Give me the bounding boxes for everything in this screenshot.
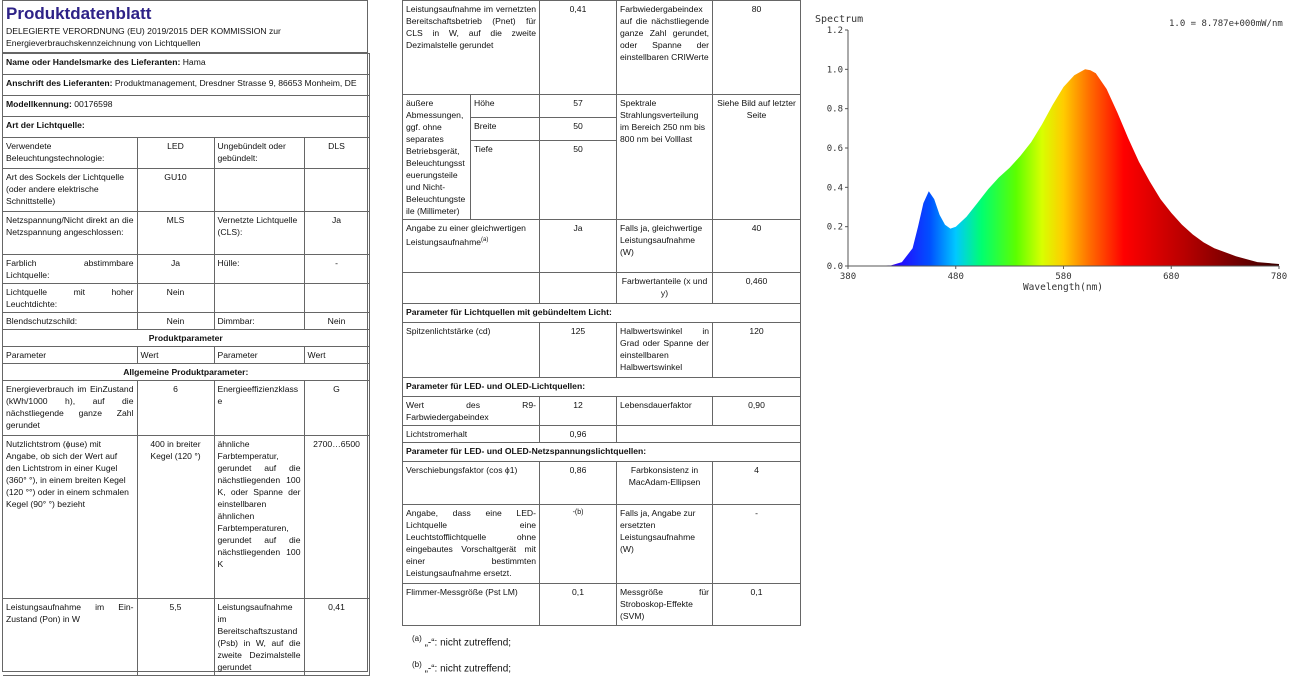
table-row bbox=[403, 397, 801, 426]
cls-label: Vernetzte Lichtquelle (CLS): bbox=[214, 212, 304, 255]
footnote-b bbox=[402, 658, 800, 676]
energy-label: Energieverbrauch im EinZustand (kWh/1000 h), auf die nächstliegende ganze Zahl gerundet bbox=[3, 381, 137, 436]
peak-intensity-value: 125 bbox=[540, 323, 617, 378]
y-tick-label: 1.0 bbox=[826, 65, 843, 76]
chromaticity-value: 0,460 bbox=[713, 273, 801, 304]
table-row bbox=[3, 255, 369, 284]
y-tick-label: 0.0 bbox=[826, 262, 843, 272]
tunable-label: Farblich abstimmbare Lichtquelle: bbox=[3, 255, 137, 284]
stroboscopic-label: Messgröße für Stroboskop-Effekte (SVM) bbox=[617, 584, 713, 626]
envelope-label: Hülle: bbox=[214, 255, 304, 284]
equivalent-watt-label: Falls ja, gleichwertige Leistungsaufnahme (W) bbox=[617, 220, 713, 273]
bundled-value: DLS bbox=[304, 138, 369, 169]
survival-factor-label: Lebensdauerfaktor bbox=[617, 397, 713, 426]
directional-params-heading: Parameter für Lichtquellen mit gebündeltem Licht: bbox=[403, 304, 801, 323]
equivalent-power-label: Angabe zu einer gleichwertigen Leistungsaufnahme bbox=[406, 223, 526, 247]
power-factor-value: 0,86 bbox=[540, 462, 617, 505]
table-row bbox=[3, 330, 369, 347]
bundled-label: Ungebündelt oder gebündelt: bbox=[214, 138, 304, 169]
table-row bbox=[403, 220, 801, 273]
flux-value: 400 in breiter Kegel (120 °) bbox=[137, 436, 214, 599]
stroboscopic-value: 0,1 bbox=[713, 584, 801, 626]
datasheet-middle-panel bbox=[402, 0, 800, 677]
middle-params-table bbox=[402, 0, 801, 626]
mains-led-params-heading: Parameter für LED- und OLED-Netzspannungslichtquellen: bbox=[403, 443, 801, 462]
standby-power-value: 0,41 bbox=[304, 599, 369, 676]
cct-label: ähnliche Farbtemperatur, gerundet auf die nächstliegenden 100 K, oder Spanne der einstellbaren ähnlichen Farbtemperaturen, gerundet auf die nächstliegenden 100 K bbox=[214, 436, 304, 599]
glare-value: Nein bbox=[137, 313, 214, 330]
chart-scale-note: 1.0 = 8.787e+000mW/nm bbox=[1169, 19, 1283, 29]
chart-title: Spectrum bbox=[815, 14, 864, 25]
col-param-header: Parameter bbox=[3, 347, 137, 364]
datasheet-header bbox=[3, 1, 367, 53]
lumen-maintenance-value: 0,96 bbox=[540, 426, 617, 443]
depth-label: Tiefe bbox=[471, 141, 540, 220]
table-row bbox=[3, 313, 369, 330]
r9-label: Wert des R9-Farbwiedergabeindex bbox=[403, 397, 540, 426]
tunable-value: Ja bbox=[137, 255, 214, 284]
equivalent-power-value: Ja bbox=[540, 220, 617, 273]
high-luminance-value: Nein bbox=[137, 284, 214, 313]
cct-value: 2700…6500 bbox=[304, 436, 369, 599]
survival-factor-value: 0,90 bbox=[713, 397, 801, 426]
energy-class-value: G bbox=[304, 381, 369, 436]
regulation-subtitle: DELEGIERTE VERORDNUNG (EU) 2019/2015 DER KOMMISSION zur Energieverbrauchskennzeichnung von Lichtquellen bbox=[6, 26, 281, 48]
mains-value: MLS bbox=[137, 212, 214, 255]
model-value: 00176598 bbox=[74, 99, 113, 109]
general-params-heading: Allgemeine Produktparameter: bbox=[3, 364, 369, 381]
flux-label: Nutzlichtstrom (ϕuse) mit Angabe, ob sich der Wert auf den Lichtstrom in einer Kugel (360° °), in einem breiten Kegel (120 °°) oder in einem schmalen Kegel (90° °) bezieht bbox=[3, 436, 137, 599]
on-power-value: 5,5 bbox=[137, 599, 214, 676]
y-tick-label: 0.2 bbox=[826, 222, 843, 233]
height-value: 57 bbox=[540, 95, 617, 118]
spectrum-area bbox=[848, 69, 1279, 266]
table-row bbox=[403, 443, 801, 462]
table-row bbox=[3, 138, 369, 169]
power-factor-label: Verschiebungsfaktor (cos ϕ1) bbox=[403, 462, 540, 505]
x-tick-label: 480 bbox=[947, 272, 964, 282]
x-tick-label: 380 bbox=[839, 272, 857, 282]
lumen-maintenance-label: Lichtstromerhalt bbox=[403, 426, 540, 443]
glare-label: Blendschutzschild: bbox=[3, 313, 137, 330]
table-row bbox=[3, 347, 369, 364]
spectral-distribution-label: Spektrale Strahlungsverteilung im Bereich 250 nm bis 800 nm bei Volllast bbox=[617, 95, 713, 220]
x-axis-ticks bbox=[840, 266, 1287, 282]
height-label: Höhe bbox=[471, 95, 540, 118]
dimmable-label: Dimmbar: bbox=[214, 313, 304, 330]
table-row bbox=[3, 54, 369, 75]
flicker-value: 0,1 bbox=[540, 584, 617, 626]
table-row bbox=[403, 1, 801, 95]
table-row bbox=[403, 426, 801, 443]
table-row bbox=[3, 436, 369, 599]
tech-label: Verwendete Beleuchtungstechnologie: bbox=[3, 138, 137, 169]
table-row bbox=[3, 381, 369, 436]
page-title: Produktdatenblatt bbox=[6, 4, 152, 23]
beam-angle-label: Halbwertswinkel in Grad oder Spanne der einstellbaren Halbwertswinkel bbox=[617, 323, 713, 378]
left-params-table bbox=[3, 53, 370, 676]
cri-label: Farbwiedergabeindex auf die nächstliegende ganze Zahl gerundet, oder Spanne der einstellbaren CRIWerte bbox=[617, 1, 713, 95]
spectrum-chart-panel bbox=[813, 0, 1310, 298]
footnote-a-marker: (a) bbox=[481, 237, 489, 243]
mains-label: Netzspannung/Nicht direkt an die Netzspannung angeschlossen: bbox=[3, 212, 137, 255]
supplier-value: Hama bbox=[182, 57, 206, 67]
chromaticity-label: Farbwertanteile (x und y) bbox=[617, 273, 713, 304]
replacement-watt-value: - bbox=[713, 505, 801, 584]
address-label: Anschrift des Lieferanten: bbox=[6, 78, 113, 88]
y-tick-label: 0.4 bbox=[826, 183, 843, 194]
dimmable-value: Nein bbox=[304, 313, 369, 330]
col-value-header: Wert bbox=[304, 347, 369, 364]
y-tick-label: 0.6 bbox=[826, 144, 843, 154]
table-row bbox=[3, 96, 369, 117]
table-row bbox=[403, 304, 801, 323]
footnote-a-text: „-“: nicht zutreffend; bbox=[424, 637, 512, 649]
network-standby-value: 0,41 bbox=[540, 1, 617, 95]
network-standby-label: Leistungsaufnahme im vernetzten Bereitschaftsbetrieb (Pnet) für CLS in W, auf die zweite Dezimalstelle gerundet bbox=[403, 1, 540, 95]
replacement-value: -(b) bbox=[540, 505, 617, 584]
macadam-value: 4 bbox=[713, 462, 801, 505]
dimensions-label: äußere Abmessungen, ggf. ohne separates Betriebsgerät, Beleuchtungssteuerungsteile und Nicht-Beleuchtungsteile (Millimeter) bbox=[403, 95, 471, 220]
envelope-value: - bbox=[304, 255, 369, 284]
table-row bbox=[403, 462, 801, 505]
table-row bbox=[3, 169, 369, 212]
led-params-heading: Parameter für LED- und OLED-Lichtquellen: bbox=[403, 378, 801, 397]
table-row bbox=[403, 95, 801, 118]
socket-label: Art des Sockels der Lichtquelle (oder andere elektrische Schnittstelle) bbox=[3, 169, 137, 212]
equivalent-watt-value: 40 bbox=[713, 220, 801, 273]
col-param-header: Parameter bbox=[214, 347, 304, 364]
table-row bbox=[403, 505, 801, 584]
x-tick-label: 680 bbox=[1163, 272, 1180, 282]
depth-value: 50 bbox=[540, 141, 617, 220]
table-row bbox=[403, 378, 801, 397]
cri-value: 80 bbox=[713, 1, 801, 95]
table-row bbox=[3, 75, 369, 96]
model-label: Modellkennung: bbox=[6, 99, 72, 109]
energy-class-label: Energieeffizienzklasse bbox=[214, 381, 304, 436]
energy-value: 6 bbox=[137, 381, 214, 436]
cls-value: Ja bbox=[304, 212, 369, 255]
supplier-label: Name oder Handelsmarke des Lieferanten: bbox=[6, 57, 181, 67]
footnote-b-mark: (b) bbox=[412, 660, 422, 670]
width-label: Breite bbox=[471, 118, 540, 141]
spectrum-chart bbox=[813, 0, 1310, 298]
macadam-label: Farbkonsistenz in MacAdam-Ellipsen bbox=[617, 462, 713, 505]
beam-angle-value: 120 bbox=[713, 323, 801, 378]
replacement-label: Angabe, dass eine LED-Lichtquelle eine Leuchtstofflichtquelle ohne eingebautes Vorschaltgerät mit einer bestimmten Leistungsaufnahme ersetzt. bbox=[403, 505, 540, 584]
product-params-heading: Produktparameter bbox=[3, 330, 369, 347]
table-row bbox=[3, 284, 369, 313]
datasheet-left-panel bbox=[2, 0, 368, 672]
col-value-header: Wert bbox=[137, 347, 214, 364]
address-value: Produktmanagement, Dresdner Strasse 9, 86653 Monheim, DE bbox=[114, 78, 357, 88]
socket-value: GU10 bbox=[137, 169, 214, 212]
light-source-type-heading: Art der Lichtquelle: bbox=[3, 117, 369, 138]
footnote-a bbox=[402, 632, 800, 650]
footnote-a-mark: (a) bbox=[412, 634, 422, 643]
width-value: 50 bbox=[540, 118, 617, 141]
table-row bbox=[403, 273, 801, 304]
table-row bbox=[3, 364, 369, 381]
x-axis-label: Wavelength(nm) bbox=[1022, 282, 1104, 293]
on-power-label: Leistungsaufnahme im Ein-Zustand (Pon) in W bbox=[3, 599, 137, 676]
y-tick-label: 1.2 bbox=[826, 26, 843, 36]
table-row bbox=[3, 212, 369, 255]
spectral-distribution-value: Siehe Bild auf letzter Seite bbox=[713, 95, 801, 220]
replacement-watt-label: Falls ja, Angabe zur ersetzten Leistungsaufnahme (W) bbox=[617, 505, 713, 584]
flicker-label: Flimmer-Messgröße (Pst LM) bbox=[403, 584, 540, 626]
table-row bbox=[3, 117, 369, 138]
footnote-b-text: „-“: nicht zutreffend; bbox=[424, 663, 512, 675]
tech-value: LED bbox=[137, 138, 214, 169]
table-row bbox=[403, 323, 801, 378]
table-row bbox=[3, 599, 369, 676]
y-tick-label: 0.8 bbox=[826, 104, 843, 115]
x-tick-label: 580 bbox=[1055, 272, 1072, 282]
x-tick-label: 780 bbox=[1270, 272, 1288, 282]
table-row bbox=[403, 584, 801, 626]
standby-power-label: Leistungsaufnahme im Bereitschaftszustand (Psb) in W, auf die zweite Dezimalstelle gerundet bbox=[214, 599, 304, 676]
r9-value: 12 bbox=[540, 397, 617, 426]
high-luminance-label: Lichtquelle mit hoher Leuchtdichte: bbox=[3, 284, 137, 313]
y-axis-ticks bbox=[827, 26, 848, 272]
peak-intensity-label: Spitzenlichtstärke (cd) bbox=[403, 323, 540, 378]
